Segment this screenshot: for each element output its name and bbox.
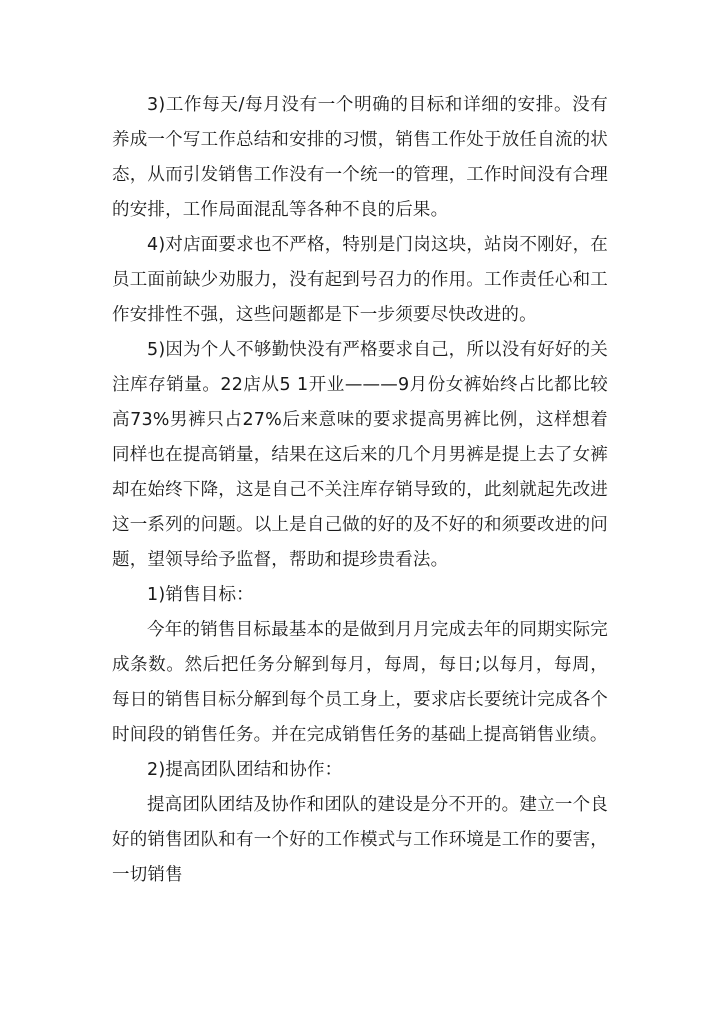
paragraph-work-planning: 3)工作每天/每月没有一个明确的目标和详细的安排。没有养成一个写工作总结和安排的习惯，销售工作处于放任自流的状态，从而引发销售工作没有一个统一的管理，工作时间没有合理的安排，工作局面混乱等各种不良的后果。	[112, 95, 608, 220]
paragraph-sales-target: 今年的销售目标最基本的是做到月月完成去年的同期实际完成条数。然后把任务分解到每月，每周，每日;以每月，每周，每日的销售目标分解到每个员工身上，要求店长要统计完成各个时间段的销售任务。并在完成销售任务的基础上提高销售业绩。	[112, 620, 608, 745]
heading-sales-target: 1)销售目标：	[147, 585, 254, 605]
document-page	[112, 88, 608, 893]
heading-team-unity: 2)提高团队团结和协作：	[147, 760, 343, 780]
paragraph-store-requirements: 4)对店面要求也不严格，特别是门岗这块，站岗不刚好，在员工面前缺少劝服力，没有起到号召力的作用。工作责任心和工作安排性不强，这些问题都是下一步须要尽快改进的。	[112, 235, 608, 325]
paragraph-inventory-sales: 5)因为个人不够勤快没有严格要求自己，所以没有好好的关注库存销量。22店从5 1开业———9月份女裤始终占比都比较高73%男裤只占27%后来意味的要求提高男裤比例，这样想着同样也在提高销量，结果在这后来的几个月男裤是提上去了女裤却在始终下降，这是自己不关注库存销导致的，此刻就起先改进这一系列的问题。以上是自己做的好的及不好的和须要改进的问题，望领导给予监督，帮助和提珍贵看法。	[112, 340, 608, 570]
paragraph-team-unity: 提高团队团结及协作和团队的建设是分不开的。建立一个良好的销售团队和有一个好的工作模式与工作环境是工作的要害，一切销售	[112, 795, 608, 885]
